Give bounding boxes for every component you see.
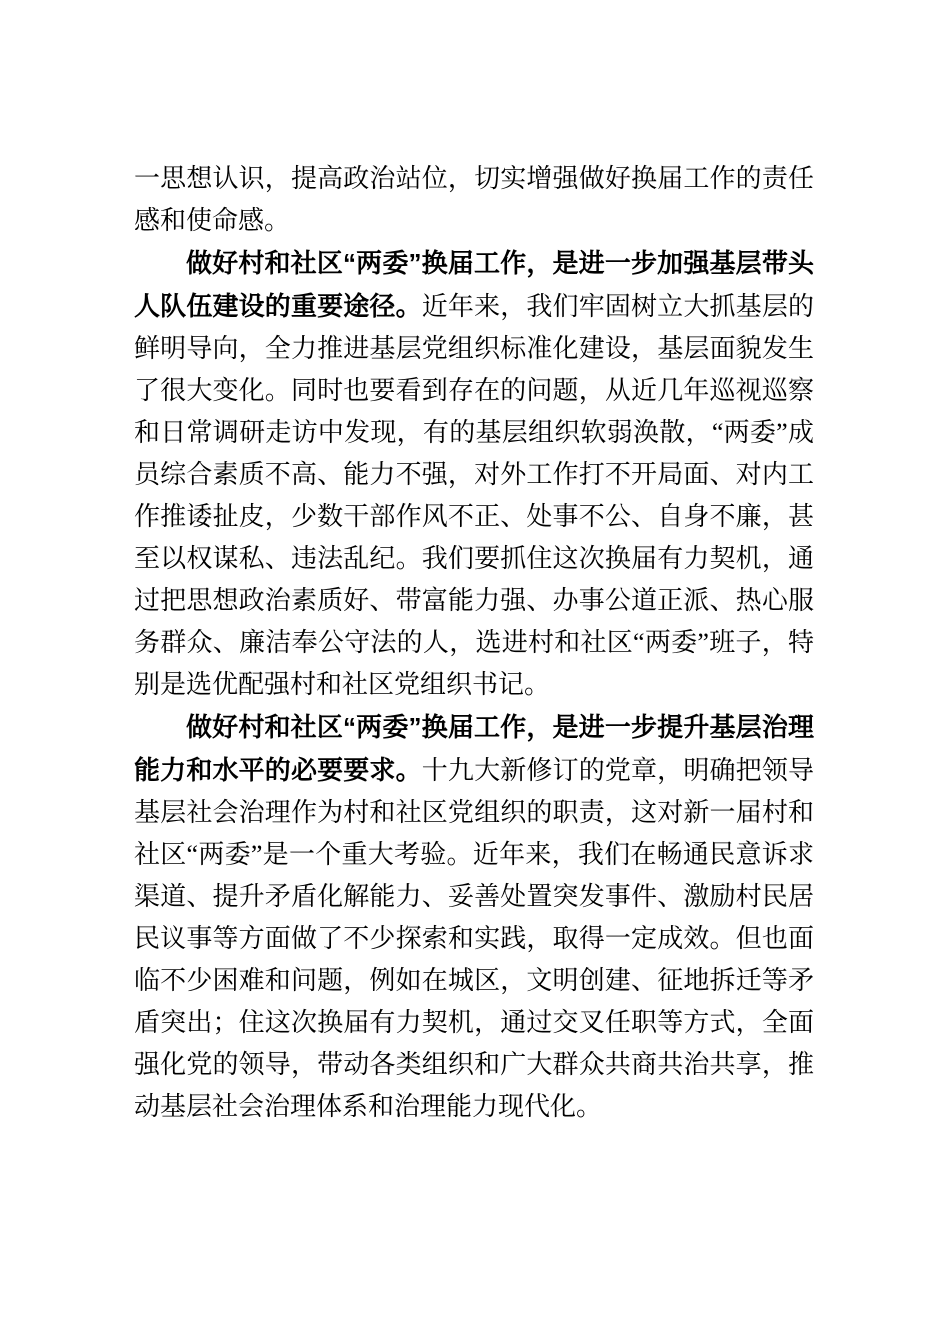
paragraph-bold-lead: 做好村和社区“两委”换届工作，是进一步提升基层治理能力和水平的必要要求。	[134, 712, 814, 785]
paragraph-continuation	[134, 158, 814, 242]
document-body	[134, 158, 814, 1128]
paragraph-bold-lead: 做好村和社区“两委”换届工作，是进一步加强基层带头人队伍建设的重要途径。	[134, 248, 814, 321]
paragraph-text: 近年来，我们牢固树立大抓基层的鲜明导向，全力推进基层党组织标准化建设，基层面貌发生了很大变化。同时也要看到存在的问题，从近几年巡视巡察和日常调研走访中发现，有的基层组织软弱涣散，“两委”成员综合素质不高、能力不强，对外工作打不开局面、对内工作推诿扯皮，少数干部作风不正、处事不公、自身不廉，甚至以权谋私、违法乱纪。我们要抓住这次换届有力契机，通过把思想政治素质好、带富能力强、办事公道正派、热心服务群众、廉洁奉公守法的人，选进村和社区“两委”班子，特别是选优配强村和社区党组织书记。	[134, 292, 814, 699]
paragraph-text: 一思想认识，提高政治站位，切实增强做好换届工作的责任感和使命感。	[134, 164, 814, 235]
paragraph	[134, 242, 814, 706]
paragraph-text: 十九大新修订的党章，明确把领导基层社会治理作为村和社区党组织的职责，这对新一届村和社区“两委”是一个重大考验。近年来，我们在畅通民意诉求渠道、提升矛盾化解能力、妥善处置突发事件、激励村民居民议事等方面做了不少探索和实践，取得一定成效。但也面临不少困难和问题，例如在城区，文明创建、征地拆迁等矛盾突出；住这次换届有力契机，通过交叉任职等方式，全面强化党的领导，带动各类组织和广大群众共商共治共享，推动基层社会治理体系和治理能力现代化。	[134, 756, 814, 1121]
paragraph	[134, 706, 814, 1128]
